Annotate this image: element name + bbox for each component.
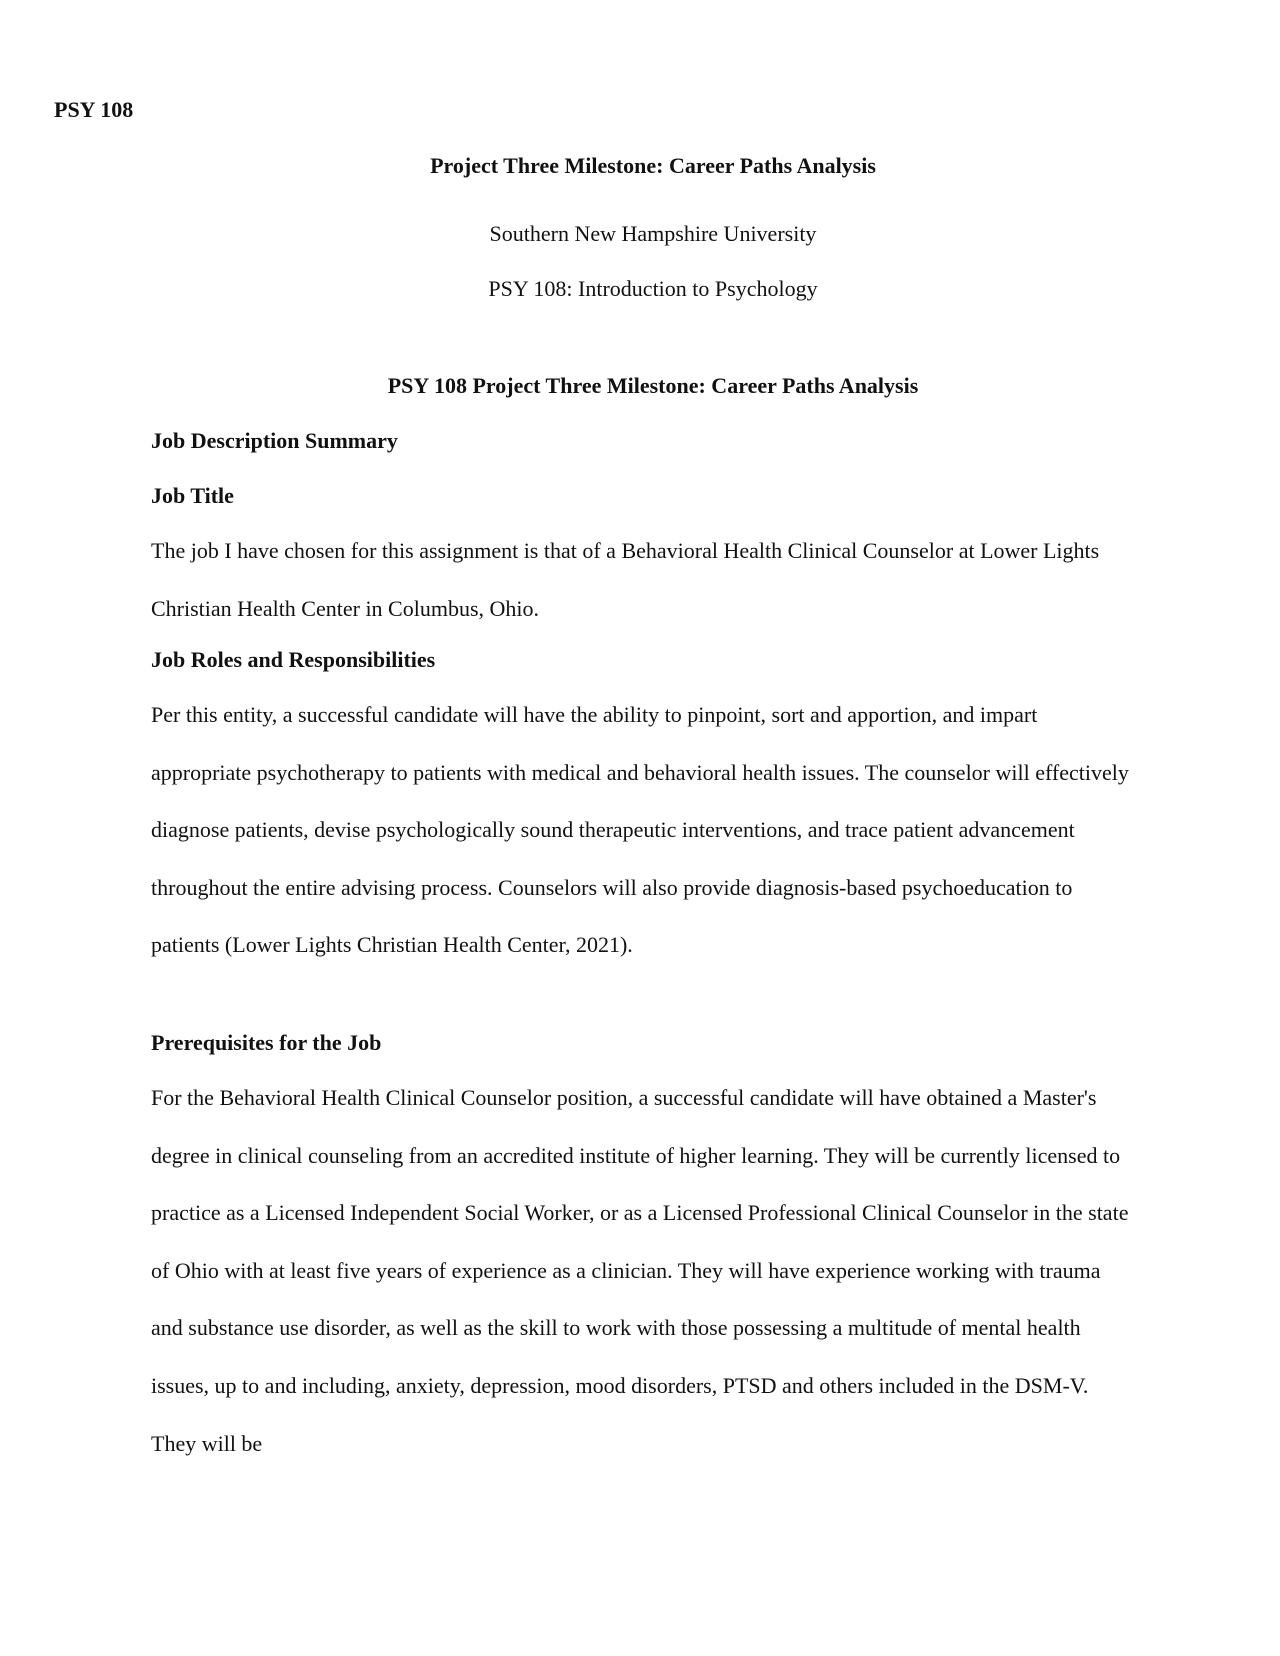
paragraph-roles: Per this entity, a successful candidate will have the ability to pinpoint, sort and apportion, and impart appropriate psychotherapy to patients with medical and behavioral health issues. The counselor will effectively diagnose patients, devise psychologically sound therapeutic interventions, and trace patient advancement throughout the entire advising process. Counselors will also provide diagnosis-based psychoeducation to patients (Lower Lights Christian Health Center, 2021).: [151, 702, 1129, 958]
section-heading-prerequisites: Prerequisites for the Job: [151, 1030, 382, 1055]
running-head: PSY 108: [54, 97, 134, 122]
section-heading-job-title: Job Title: [151, 483, 234, 508]
section-heading-roles: Job Roles and Responsibilities: [151, 647, 436, 672]
section-heading-summary: Job Description Summary: [151, 428, 398, 453]
paragraph-prerequisites: For the Behavioral Health Clinical Counselor position, a successful candidate will have obtained a Master's degree in clinical counseling from an accredited institute of higher learning. They will be currently licensed to practice as a Licensed Independent Social Worker, or as a Licensed Professional Clinical Counselor in the state of Ohio with at least five years of experience as a clinician. They will have experience working with trauma and substance use disorder, as well as the skill to work with those possessing a multitude of mental health issues, up to and including, anxiety, depression, mood disorders, PTSD and others included in the DSM-V. They will be: [151, 1085, 1129, 1456]
main-title: PSY 108 Project Three Milestone: Career Paths Analysis: [387, 373, 919, 398]
course-name: PSY 108: Introduction to Psychology: [488, 276, 818, 301]
paper-title: Project Three Milestone: Career Paths Analysis: [430, 153, 876, 178]
institution-name: Southern New Hampshire University: [489, 221, 817, 246]
paragraph-job-title: The job I have chosen for this assignment is that of a Behavioral Health Clinical Counselor at Lower Lights Christian Health Center in Columbus, Ohio.: [151, 538, 1100, 621]
